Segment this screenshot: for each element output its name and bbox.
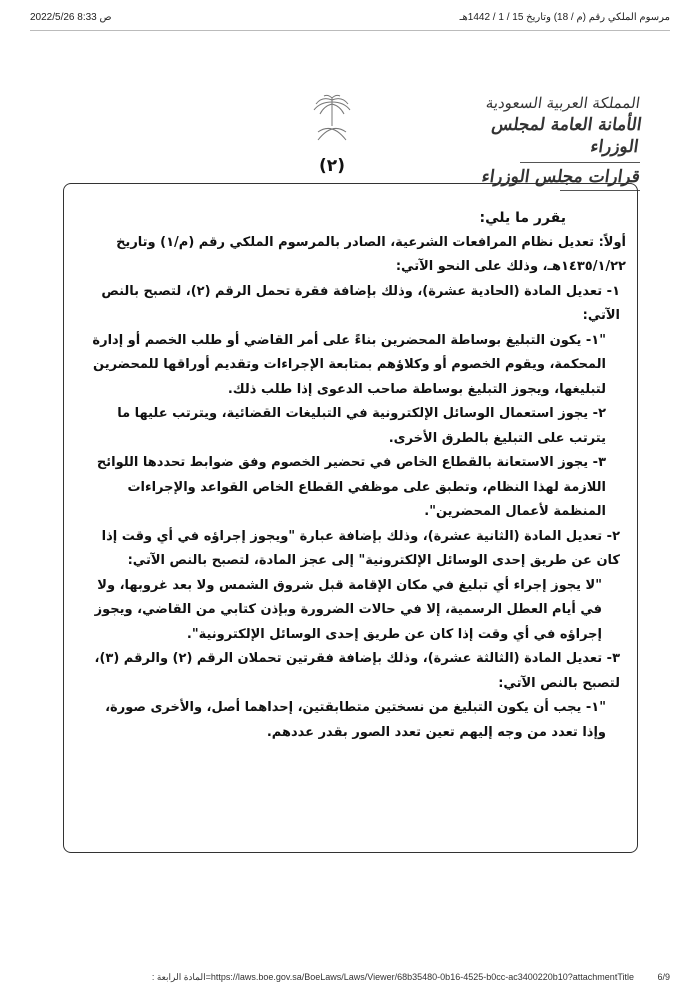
letterhead-secretariat: الأمانة العامة لمجلس الوزراء xyxy=(490,115,643,157)
page-number: (٢) xyxy=(319,156,345,176)
paragraph-clause-1: "١- يكون التبليغ بوساطة المحضرين بناءً على أمر القاضي أو طلب الخصم أو إدارة المحكمة، ويقوم الخصوم أو وكلاؤهم بمتابعة الإجراءات وتقديم أوراقها للمحضرين لتبليغها، ويجوز التبليغ بوساطة صاحب الدعوى إذا طلب ذلك. xyxy=(92,332,606,397)
footer-page-count: 6/9 xyxy=(657,972,670,982)
print-header xyxy=(30,12,670,28)
letterhead-kingdom: المملكة العربية السعودية xyxy=(484,94,642,112)
paragraph-clause-3: ٣- يجوز الاستعانة بالقطاع الخاص في تحضير الخصوم وفق ضوابط تحددها اللوائح اللازمة لهذا النظام، وتطبق على موظفي القطاع الخاص القواعد والإجراءات المنظمة لأعمال المحضرين". xyxy=(96,455,606,519)
header-divider xyxy=(30,30,670,31)
letterhead-decisions: قرارات مجلس الوزراء xyxy=(480,167,642,187)
paragraph-item-2: ٢- تعديل المادة (الثانية عشرة)، وذلك بإضافة عبارة "ويجوز إجراؤه في أي وقت إذا كان عن طريق إحدى الوسائل الإلكترونية" إلى عجز المادة، لتصبح بالنص الآتي: xyxy=(101,528,620,568)
letterhead xyxy=(460,92,643,192)
palm-and-swords-emblem-icon xyxy=(308,92,356,144)
paragraph-first-amendment: أولاً: تعديل نظام المرافعات الشرعية، الصادر بالمرسوم الملكي رقم (م/١) وتاريخ ١٤٣٥/١/٢٢هـ، وذلك على النحو الآتي: xyxy=(116,234,626,274)
paragraph-item-3: ٣- تعديل المادة (الثالثة عشرة)، وذلك بإضافة فقرتين تحملان الرقم (٢) والرقم (٣)، لتصبح بالنص الآتي: xyxy=(94,651,620,691)
paragraph-item-2-text: "لا يجوز إجراء أي تبليغ في مكان الإقامة قبل شروق الشمس ولا بعد غروبها، ولا في أيام العطل الرسمية، إلا في حالات الضرورة وبإذن كتابي من القاضي، ويجوز إجراؤه في أي وقت إذا كان عن طريق إحدى الوسائل الإلكترونية". xyxy=(94,577,602,642)
letterhead-underline xyxy=(520,162,640,163)
paragraph-item-3-clause-1: "١- يجب أن يكون التبليغ من نسختين متطابقتين، إحداهما أصل، والأخرى صورة، وإذا تعدد من وجه إليهم تعين تعدد الصور بقدر عددهم. xyxy=(105,700,606,740)
document-body xyxy=(78,206,626,745)
resolution-heading: يقرر ما يلي: xyxy=(479,210,566,226)
paragraph-clause-2: ٢- يجوز استعمال الوسائل الإلكترونية في التبليغات القضائية، ويترتب عليها ما يترتب على التبليغ بالطرق الأخرى. xyxy=(117,406,606,446)
footer-url: https://laws.boe.gov.sa/BoeLaws/Laws/Viewer/68b35480-0b16-4525-b0cc-ac3400220b10?attachmentTitle=المادة الرابعة : xyxy=(151,972,634,982)
print-footer xyxy=(30,972,670,986)
paragraph-item-1: ١- تعديل المادة (الحادية عشرة)، وذلك بإضافة فقرة تحمل الرقم (٢)، لتصبح بالنص الآتي: xyxy=(101,283,620,323)
print-date: 2022/5/26 8:33 ص xyxy=(30,12,112,23)
print-title: مرسوم الملكي رقم (م / 18) وتاريخ 15 / 1 / 1442هـ xyxy=(459,12,670,23)
